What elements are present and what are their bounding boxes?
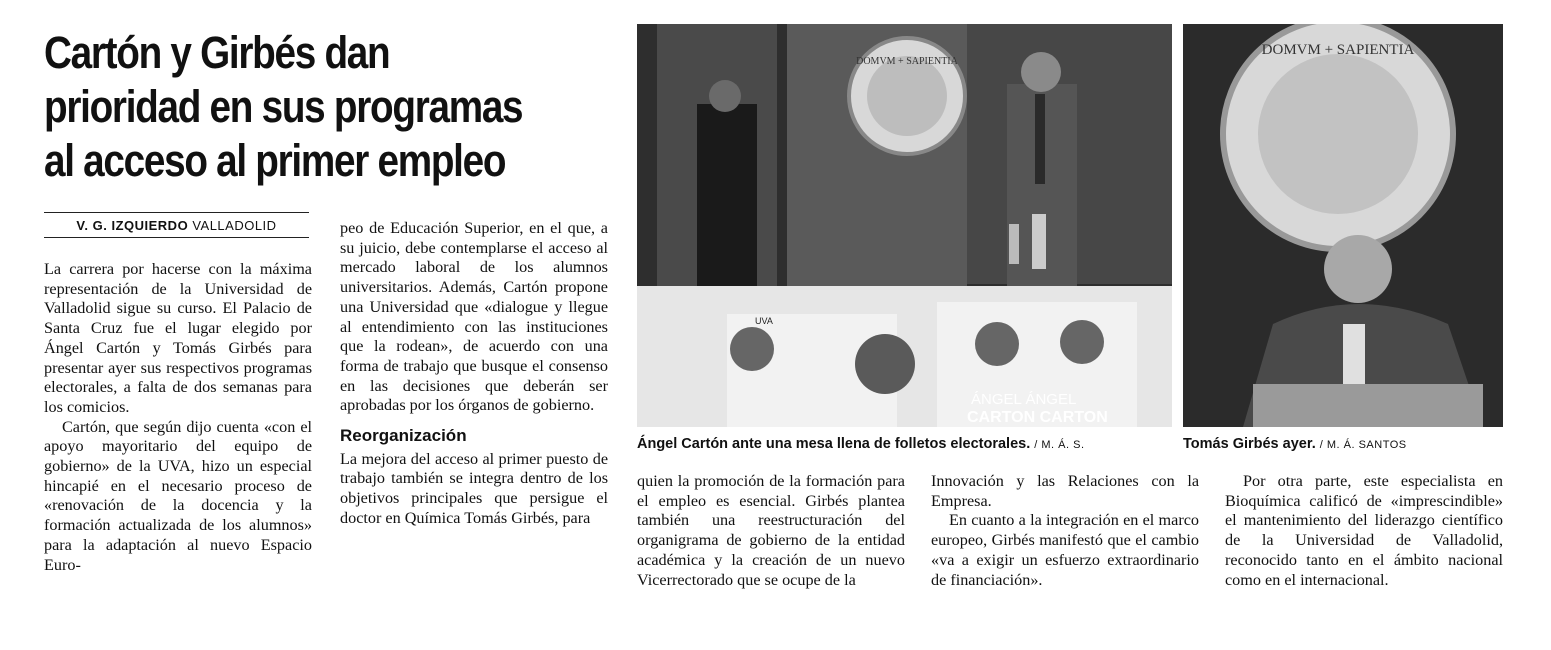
photo-credit: / M. Á. S. [1034, 439, 1085, 451]
photo-caption-2 [1183, 436, 1407, 452]
photo-credit: / M. Á. SANTOS [1319, 439, 1407, 451]
photo-tomas-girbes [1183, 24, 1503, 427]
poster-name-bottom: CARTON CARTON [967, 409, 1108, 426]
paragraph: La carrera por hacerse con la máxima representación de la Universidad de Valladolid sigue su curso. El Palacio de Santa Cruz fue el lugar elegido por Ángel Cartón y Tomás Girbés para presentar ayer sus respectivos programas electorales, a falta de dos semanas para los comicios. [44, 260, 312, 416]
article-column-3 [637, 472, 905, 590]
paragraph: La mejora del acceso al primer puesto de trabajo también se integra dentro de los objetivos principales que persigue el doctor en Química Tomás Girbés, para [340, 449, 608, 527]
byline-author: V. G. IZQUIERDO [76, 218, 189, 233]
subheading: Reorganización [340, 426, 467, 446]
caption-text: Ángel Cartón ante una mesa llena de folletos electorales. [637, 436, 1031, 452]
photo-angel-carton-image [637, 24, 1172, 427]
seal-text: DOMVM + SAPIENTIA [856, 56, 958, 67]
paragraph: peo de Educación Superior, en el que, a su juicio, debe contemplarse el acceso al mercado laboral de los alumnos universitarios. Además, Cartón propone una Universidad que «dialogue y llegue al entendimiento con las instituciones que la rodean», de acuerdo con una forma de trabajo que busque el consenso en las decisiones que deberán ser aprobadas por los órganos de gobierno. [340, 219, 608, 415]
photo-tomas-girbes-image [1183, 24, 1503, 427]
byline [44, 212, 309, 238]
poster-name-top: ÁNGEL ÁNGEL [971, 391, 1077, 408]
article-column-1 [44, 260, 312, 575]
headline: Cartón y Girbés dan prioridad en sus programas al acceso al primer empleo [44, 27, 523, 186]
poster-logo: UVA [755, 316, 773, 326]
paragraph: Cartón, que según dijo cuenta «con el apoyo mayoritario del equipo de gobierno» de la UVA, hizo un especial hincapié en el necesario proceso de «renovación de la docencia y la formación actualizada de los alumnos» para la adaptación al nuevo Espacio Euro- [44, 417, 312, 574]
article-column-5 [1225, 472, 1503, 590]
article-column-2 [340, 219, 608, 529]
article-column-4 [931, 472, 1199, 590]
photo-angel-carton [637, 24, 1172, 427]
paragraph: quien la promoción de la formación para el empleo es esencial. Girbés plantea también una reestructuración del organigrama de gobierno de la entidad académica y la creación de un nuevo Vicerrectorado que se ocupe de la [637, 472, 905, 589]
byline-place: VALLADOLID [192, 218, 277, 233]
seal-text: DOMVM + SAPIENTIA [1261, 42, 1415, 58]
photo-caption-1 [637, 436, 1085, 452]
paragraph: En cuanto a la integración en el marco europeo, Girbés manifestó que el cambio «va a exigir un esfuerzo extraordinario de financiación». [931, 511, 1199, 589]
paragraph: Por otra parte, este especialista en Bioquímica calificó de «imprescindible» el mantenimiento del liderazgo científico de la Universidad de Valladolid, reconocido tanto en el ámbito nacional como en el internacional. [1225, 472, 1503, 589]
paragraph: Innovación y las Relaciones con la Empresa. [931, 472, 1199, 510]
caption-text: Tomás Girbés ayer. [1183, 436, 1316, 452]
